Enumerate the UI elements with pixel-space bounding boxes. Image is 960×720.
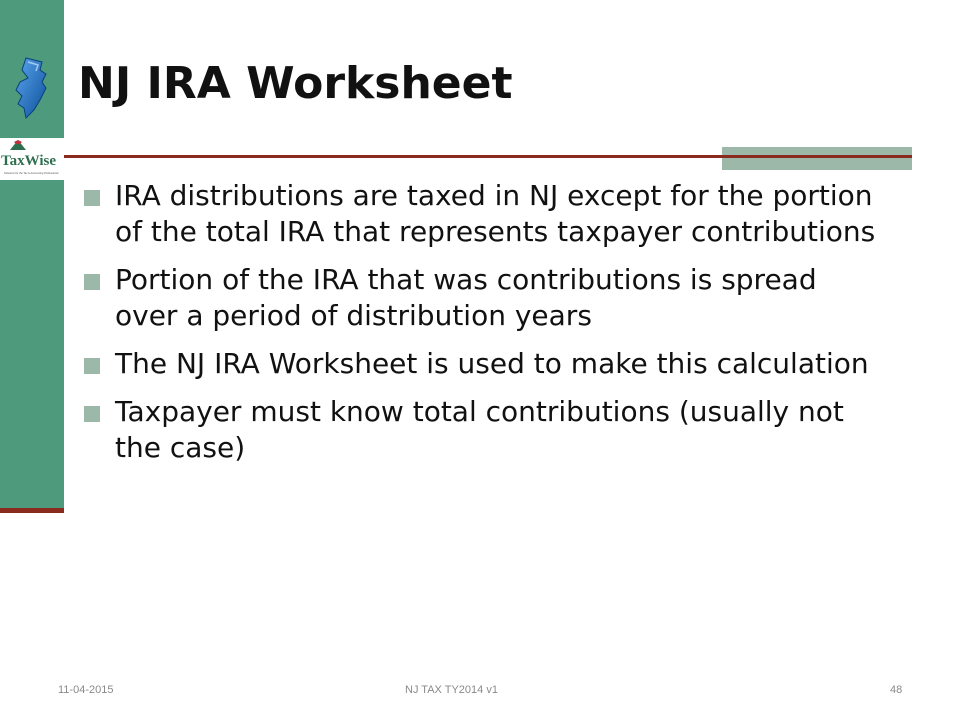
- taxwise-logo: [0, 138, 64, 180]
- bullet-square-icon: [84, 406, 100, 422]
- title-accent-bar: [722, 147, 912, 170]
- bullet-list: [84, 178, 884, 478]
- bullet-text: Portion of the IRA that was contributions is spread over a period of distribution years: [115, 263, 817, 332]
- new-jersey-state-icon: [8, 56, 56, 120]
- bullet-text: Taxpayer must know total contributions (usually not the case): [115, 395, 844, 464]
- footer-date: 11-04-2015: [58, 684, 114, 696]
- logo-text: TaxWise: [1, 153, 57, 169]
- page-title: NJ IRA Worksheet: [78, 58, 513, 109]
- bullet-text: The NJ IRA Worksheet is used to make this calculation: [115, 347, 869, 380]
- logo-tagline: Solutions for the Tax & Accounting Professional: [4, 172, 59, 175]
- bullet-item: [84, 394, 884, 466]
- footer-center-text: NJ TAX TY2014 v1: [405, 684, 498, 696]
- sidebar-bottom-rule: [0, 508, 64, 513]
- bullet-square-icon: [84, 190, 100, 206]
- bullet-item: [84, 346, 884, 382]
- bullet-square-icon: [84, 358, 100, 374]
- bullet-text: IRA distributions are taxed in NJ except for the portion of the total IRA that represents taxpayer contributions: [115, 179, 876, 248]
- bullet-item: [84, 262, 884, 334]
- slide-number: 48: [890, 684, 903, 696]
- bullet-square-icon: [84, 274, 100, 290]
- bullet-item: [84, 178, 884, 250]
